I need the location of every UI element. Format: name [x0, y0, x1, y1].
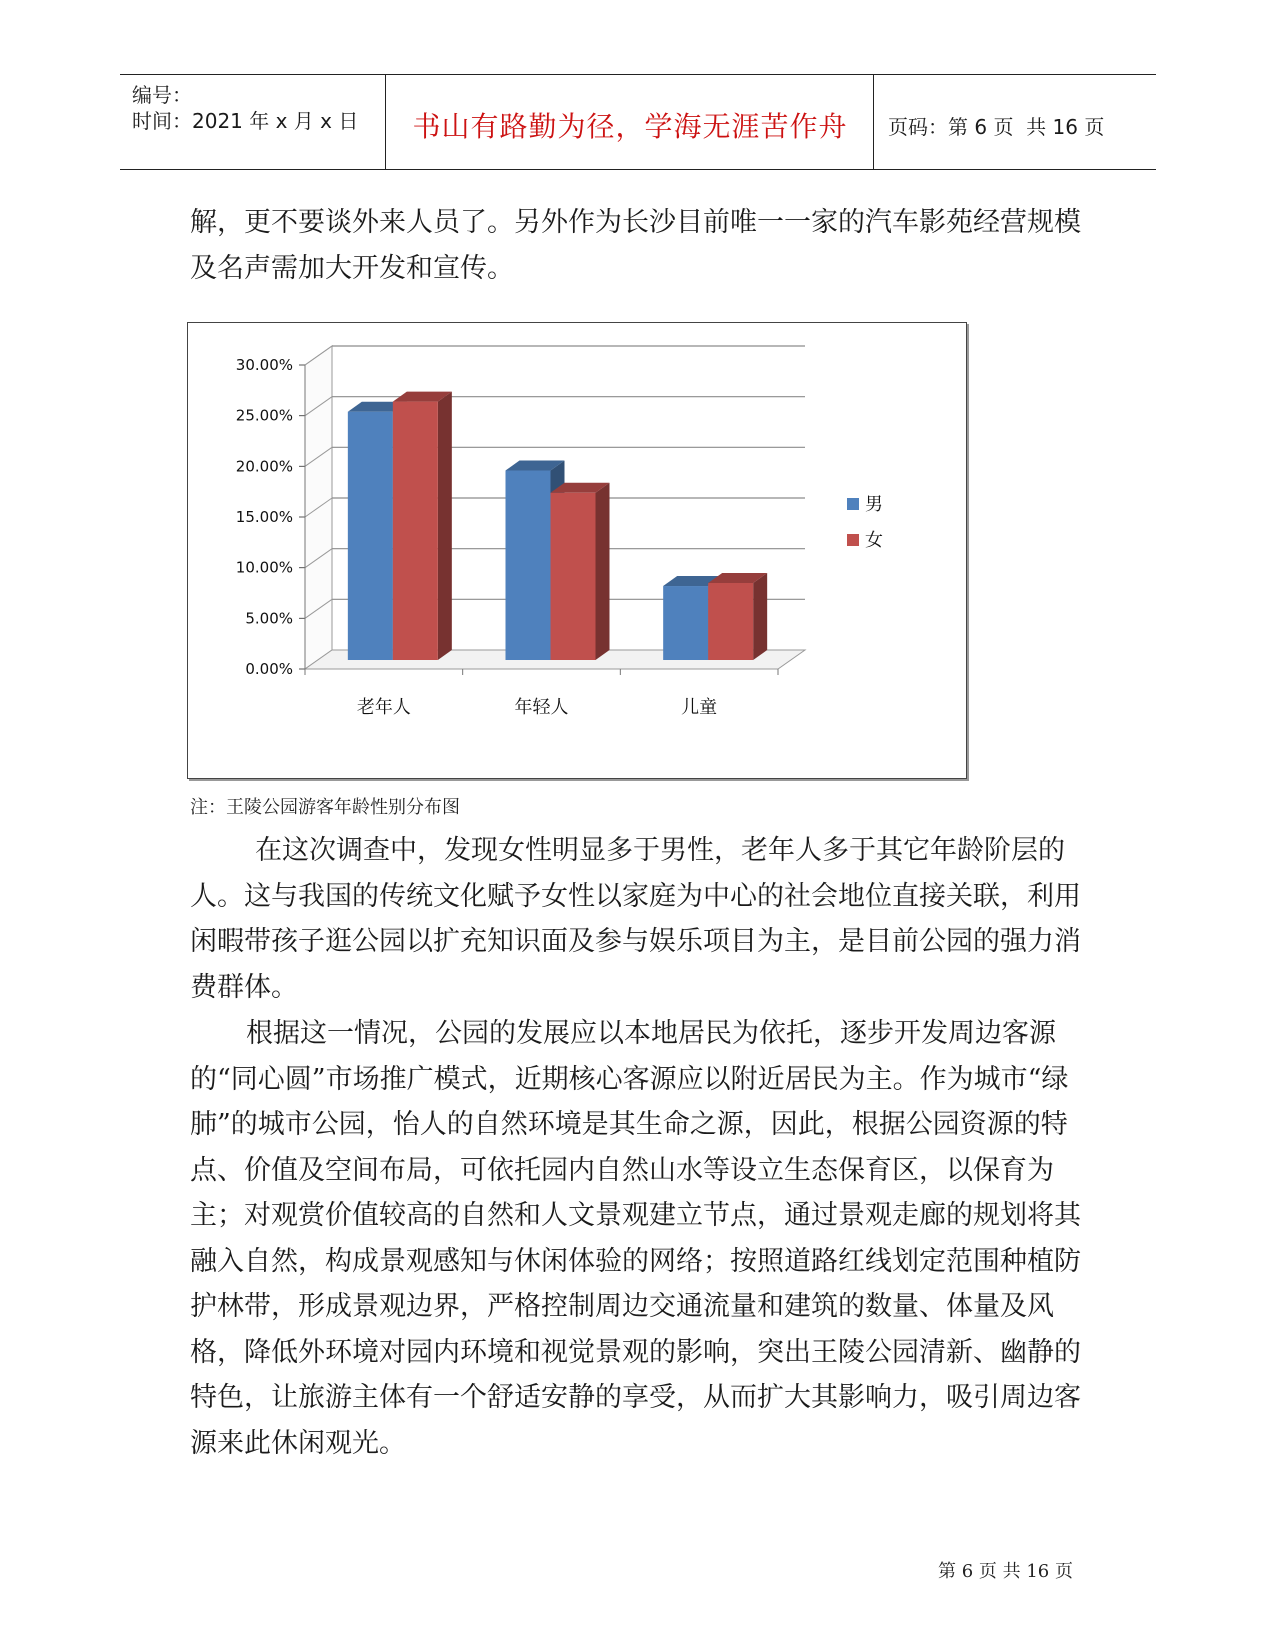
bar-男	[663, 586, 708, 660]
legend-swatch	[847, 498, 859, 510]
header-number-label: 编号：	[132, 83, 192, 107]
header-page-cell	[875, 75, 1156, 169]
bar-男	[348, 412, 393, 660]
header-left-cell	[120, 75, 386, 169]
paragraph-top: 解，更不要谈外来人员了。另外作为长沙目前唯一一家的汽车影苑经营规模及名声需加大开发和宣传。	[190, 207, 1081, 284]
paragraph-2: 根据这一情况，公园的发展应以本地居民为依托，逐步开发周边客源的“同心圆”市场推广模式，近期核心客源应以附近居民为主。作为城市“绿肺”的城市公园，怡人的自然环境是其生命之源，因此，根据公园资源的特点、价值及空间布局，可依托园内自然山水等设立生态保育区，以保育为主；对观赏价值较高的自然和人文景观建立节点，通过景观走廊的规划将其融入自然，构成景观感知与休闲体验的网络；按照道路红线划定范围种植防护林带，形成景观边界，严格控制周边交通流量和建筑的数量、体量及风格，降低外环境对园内环境和视觉景观的影响，突出王陵公园清新、幽静的特色，让旅游主体有一个舒适安静的享受，从而扩大其影响力，吸引周边客源来此休闲观光。	[190, 1018, 1081, 1459]
document-header	[120, 74, 1156, 170]
legend-swatch	[847, 534, 859, 546]
header-time-label: 时间：2021 年 x 月 x 日	[132, 109, 359, 133]
chart-frame	[187, 322, 967, 779]
y-tick-label: 5.00%	[245, 609, 293, 628]
legend-label: 男	[865, 494, 883, 515]
header-page-info: 页码：第 6 页 共 16 页	[888, 115, 1105, 139]
y-tick-label: 25.00%	[235, 406, 293, 425]
age-gender-bar-chart	[188, 323, 966, 778]
paragraph-1: 在这次调查中，发现女性明显多于男性，老年人多于其它年龄阶层的人。这与我国的传统文化赋予女性以家庭为中心的社会地位直接关联，利用闲暇带孩子逛公园以扩充知识面及参与娱乐项目为主，是目前公园的强力消费群体。	[190, 835, 1081, 1003]
bar-女	[393, 402, 438, 660]
y-tick-label: 15.00%	[235, 508, 293, 526]
y-tick-label: 0.00%	[245, 660, 293, 678]
y-tick-label: 10.00%	[235, 558, 293, 577]
bar-女	[551, 493, 596, 660]
bar-side-女	[753, 573, 767, 660]
legend-label: 女	[865, 530, 883, 551]
x-category-label: 老年人	[356, 697, 411, 718]
bar-side-女	[438, 392, 452, 660]
bar-side-女	[596, 483, 610, 660]
header-motto-cell	[387, 75, 874, 169]
x-category-label: 年轻人	[514, 697, 569, 718]
bar-女	[708, 583, 753, 660]
y-tick-label: 30.00%	[235, 356, 293, 374]
page-footer: 第 6 页 共 16 页	[938, 1561, 1073, 1582]
chart-caption: 注：王陵公园游客年龄性别分布图	[190, 797, 460, 818]
bar-男	[506, 471, 551, 660]
y-tick-label: 20.00%	[235, 457, 293, 476]
x-category-label: 儿童	[681, 697, 718, 718]
header-motto: 书山有路勤为径，学海无涯苦作舟	[412, 110, 848, 143]
